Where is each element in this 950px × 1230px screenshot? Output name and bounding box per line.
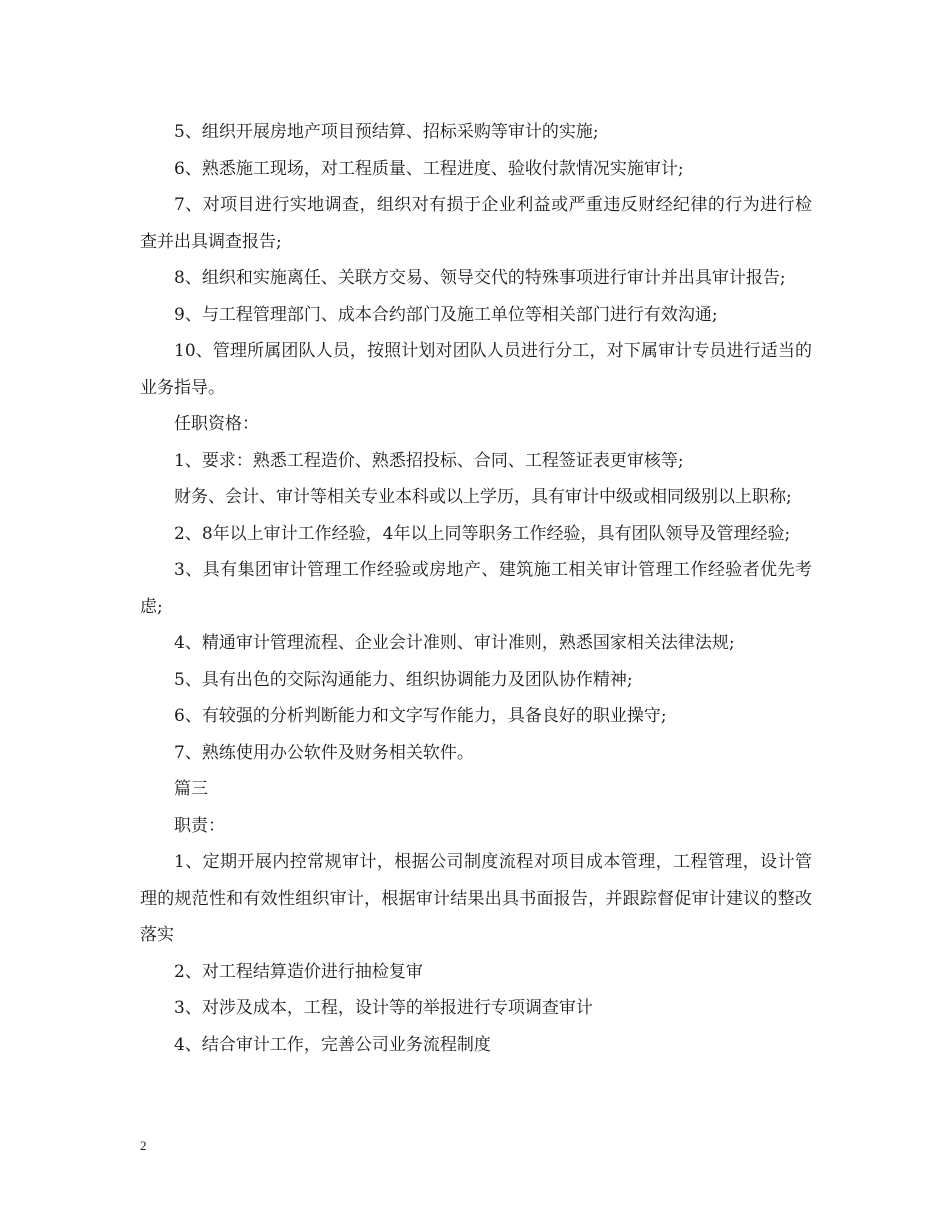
paragraph: 2、对工程结算造价进行抽检复审: [174, 961, 423, 982]
paragraph: 2、8年以上审计工作经验，4年以上同等职务工作经验，具有团队领导及管理经验;: [174, 523, 791, 544]
paragraph: 3、对涉及成本，工程，设计等的举报进行专项调查审计: [174, 998, 593, 1018]
paragraph: 7、熟练使用办公软件及财务相关软件。: [174, 742, 474, 763]
paragraph: 财务、会计、审计等相关专业本科或以上学历，具有审计中级或相同级别以上职称;: [174, 487, 792, 507]
paragraph: 1、要求：熟悉工程造价、熟悉招投标、合同、工程签证表更审核等;: [174, 450, 684, 471]
section-heading: 篇三: [174, 779, 208, 799]
paragraph: 10、管理所属团队人员，按照计划对团队人员进行分工，对下属审计专员进行适当的业务指导。: [140, 341, 812, 398]
paragraph: 8、组织和实施离任、关联方交易、领导交代的特殊事项进行审计并出具审计报告;: [174, 268, 786, 288]
paragraph: 5、组织开展房地产项目预结算、招标采购等审计的实施;: [174, 122, 599, 142]
document-body: [140, 114, 812, 1063]
paragraph: 7、对项目进行实地调查，组织对有损于企业利益或严重违反财经纪律的行为进行检查并出具调查报告;: [140, 195, 812, 252]
paragraph: 6、有较强的分析判断能力和文字写作能力，具备良好的职业操守;: [174, 706, 667, 726]
section-heading: 任职资格：: [174, 414, 259, 434]
paragraph: 4、结合审计工作，完善公司业务流程制度: [174, 1034, 491, 1055]
paragraph: 9、与工程管理部门、成本合约部门及施工单位等相关部门进行有效沟通;: [174, 304, 718, 325]
paragraph: 1、定期开展内控常规审计，根据公司制度流程对项目成本管理，工程管理，设计管理的规范性和有效性组织审计，根据审计结果出具书面报告，并跟踪督促审计建议的整改落实: [140, 852, 812, 945]
paragraph: 4、精通审计管理流程、企业会计准则、审计准则，熟悉国家相关法律法规;: [174, 633, 735, 653]
page-number: 2: [140, 1138, 147, 1153]
paragraph: 3、具有集团审计管理工作经验或房地产、建筑施工相关审计管理工作经验者优先考虑;: [140, 560, 812, 617]
paragraph: 6、熟悉施工现场，对工程质量、工程进度、验收付款情况实施审计;: [174, 158, 684, 179]
section-heading: 职责：: [174, 815, 225, 836]
paragraph: 5、具有出色的交际沟通能力、组织协调能力及团队协作精神;: [174, 669, 633, 690]
